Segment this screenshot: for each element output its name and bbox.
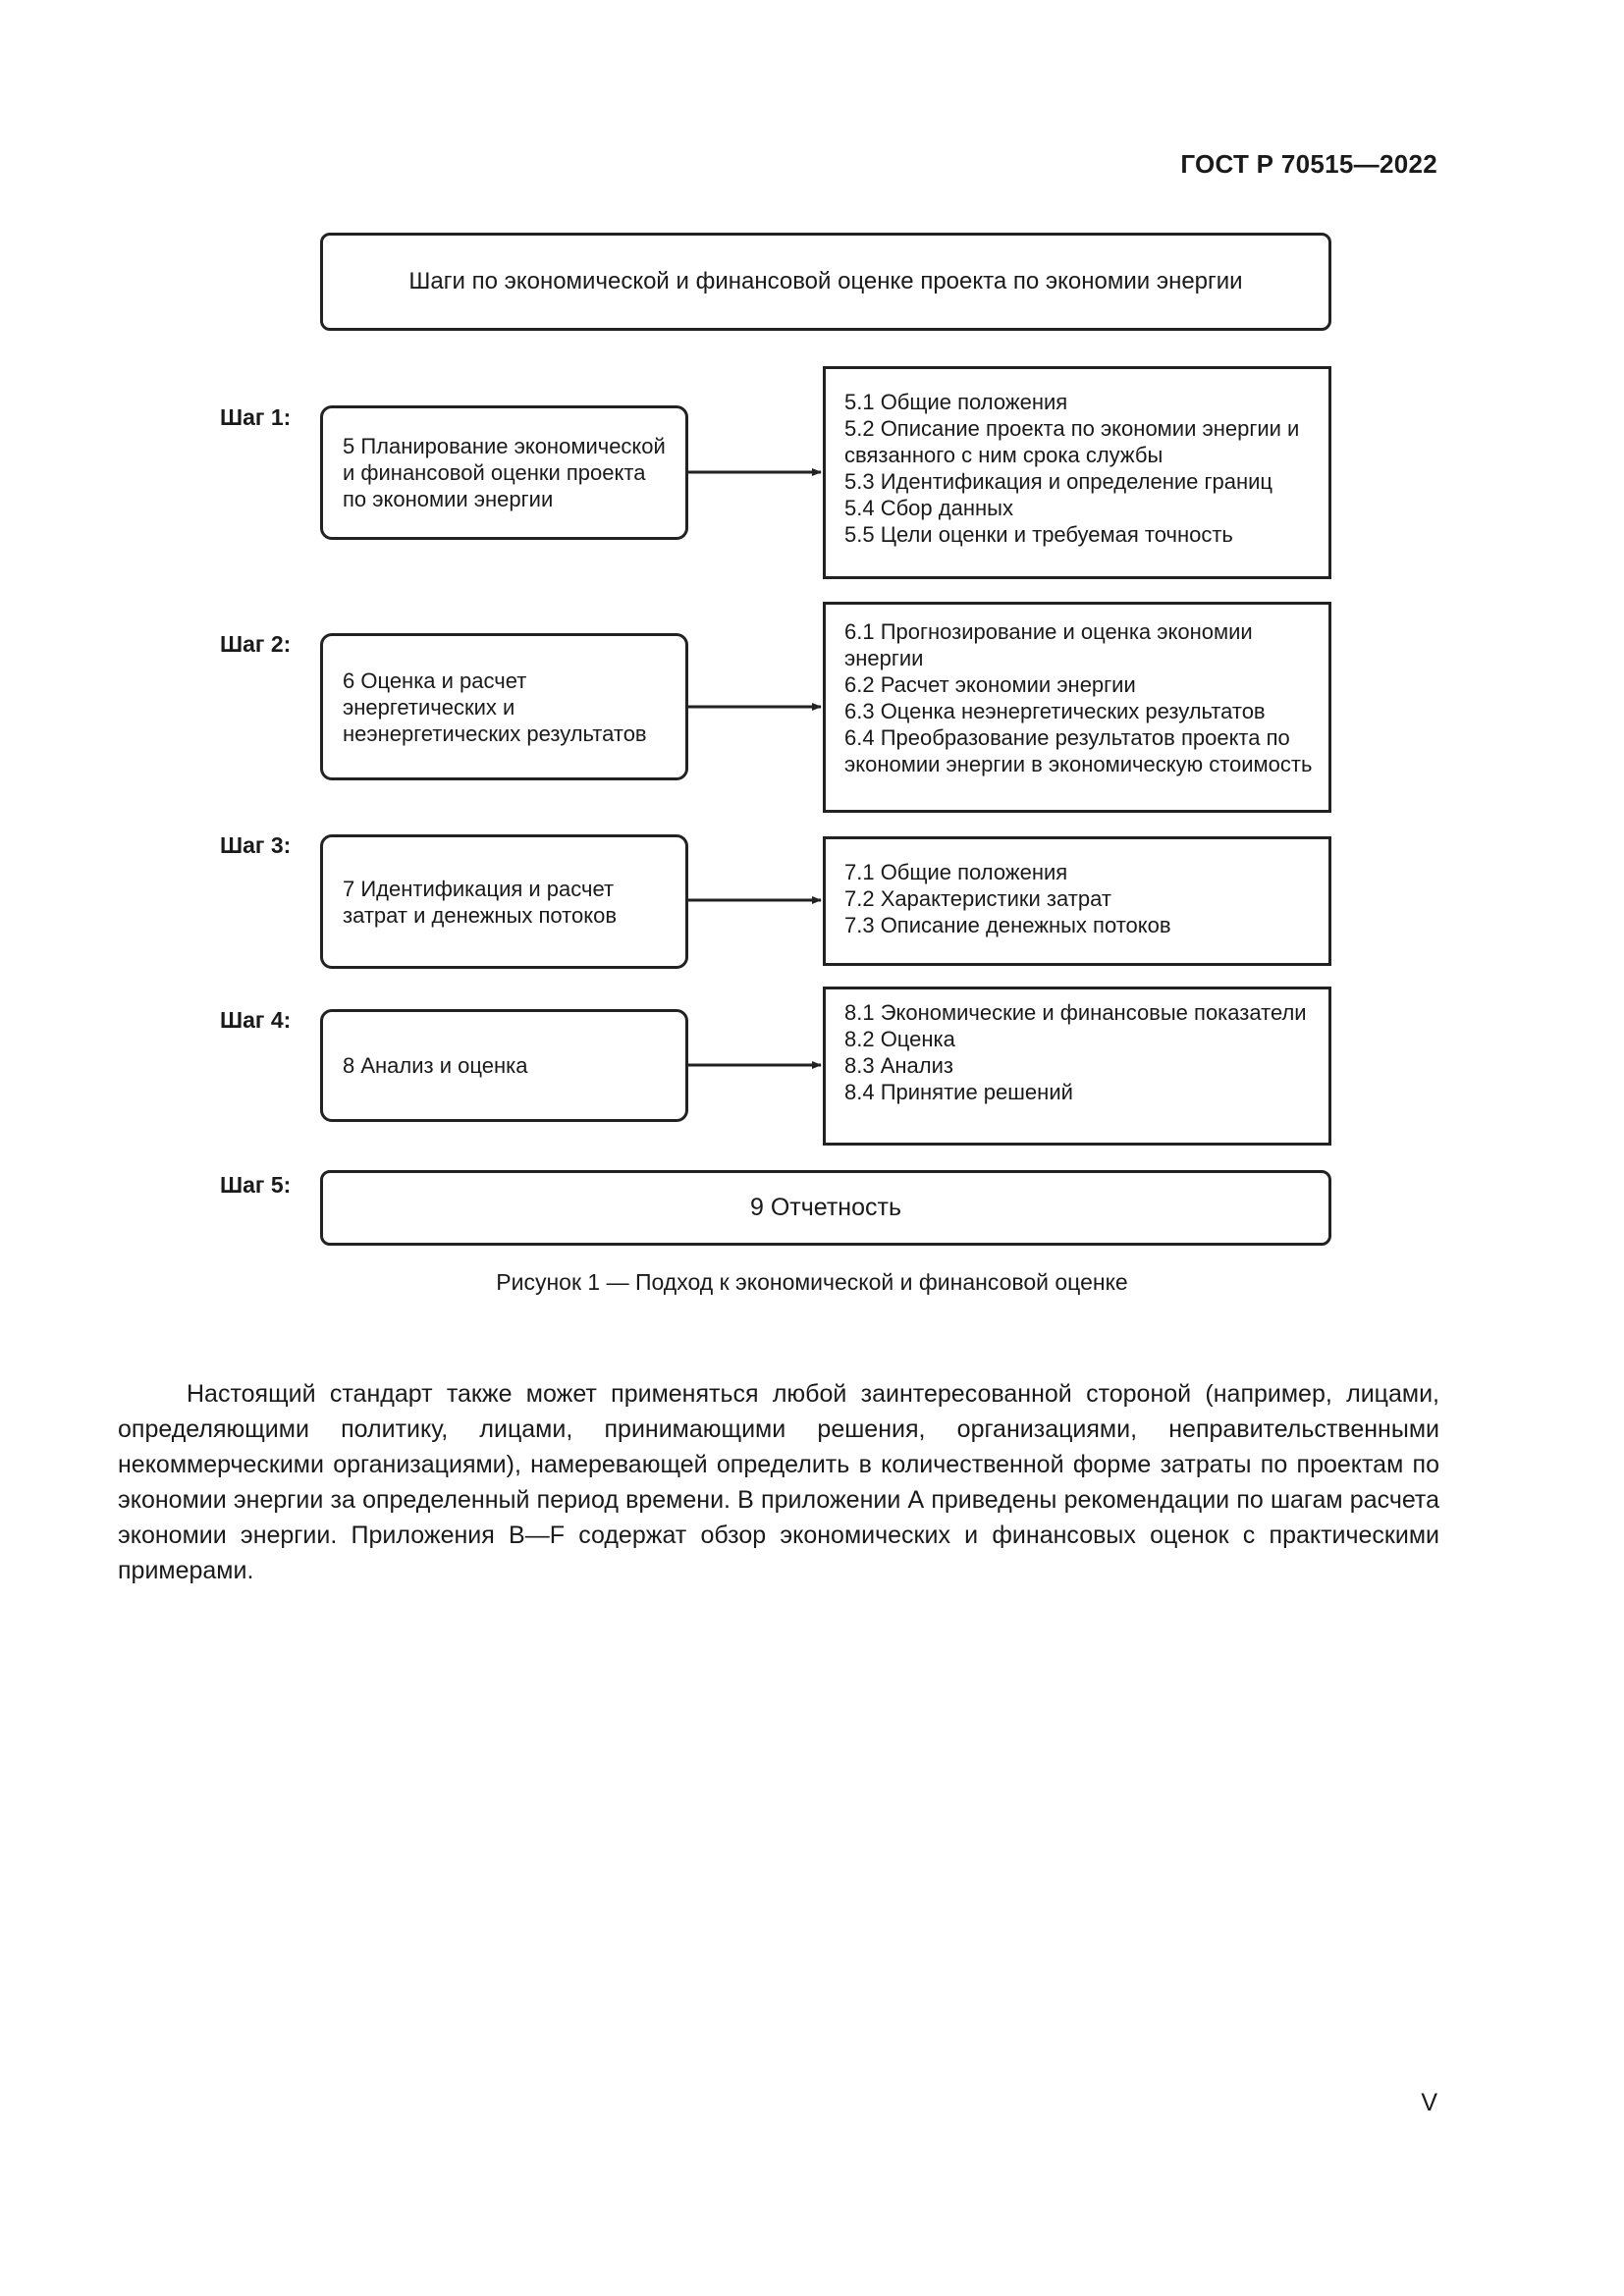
subsection-item: 6.1 Прогнозирование и оценка экономии энергии — [844, 619, 1253, 670]
subsection-item: 6.4 Преобразование результатов проекта по экономии энергии в экономическую стоимость — [844, 725, 1313, 776]
subsection-item: 7.3 Описание денежных потоков — [844, 913, 1171, 937]
page-number: V — [1421, 2089, 1437, 2116]
step-1-label: Шаг 1: — [220, 404, 292, 430]
subsection-item: 5.4 Сбор данных — [844, 496, 1013, 520]
body-paragraph: Настоящий стандарт также может применяться любой заинтересованной стороной (например, лицами, определяющими политику, лицами, принимающими решения, организациями, неправительственными некоммерческими организациями), намеревающей определить в количественной форме затраты по проектам по экономии энергии за определенный период времени. В приложении А приведены рекомендации по шагам расчета экономии энергии. Приложения В—F содержат обзор экономических и финансовых оценок с практическими примерами. — [118, 1380, 1439, 1584]
step-2-section-box: 6 Оценка и расчет энергетических и неэнергетических результатов — [320, 633, 688, 780]
subsection-item: 5.3 Идентификация и определение границ — [844, 469, 1273, 494]
step-3-label: Шаг 3: — [220, 832, 292, 858]
subsection-item: 8.2 Оценка — [844, 1027, 955, 1051]
subsection-item: 5.5 Цели оценки и требуемая точность — [844, 522, 1233, 547]
document-code: ГОСТ Р 70515—2022 — [1180, 149, 1437, 179]
subsection-item: 8.4 Принятие решений — [844, 1080, 1073, 1104]
subsection-item: 5.2 Описание проекта по экономии энергии и связанного с ним срока службы — [844, 416, 1300, 467]
step-4-section-box: 8 Анализ и оценка — [320, 1009, 688, 1122]
step-4-label: Шаг 4: — [220, 1007, 292, 1033]
step-3-section-box: 7 Идентификация и расчет затрат и денежных потоков — [320, 834, 688, 969]
step-3-subsections-box — [823, 836, 1331, 966]
step-1-section-box: 5 Планирование экономической и финансовой оценки проекта по экономии энергии — [320, 405, 688, 540]
step-4-subsections-box — [823, 987, 1331, 1146]
subsection-item: 8.1 Экономические и финансовые показатели — [844, 1000, 1307, 1025]
subsection-item: 6.3 Оценка неэнергетических результатов — [844, 699, 1266, 723]
step-1-subsections-box — [823, 366, 1331, 579]
subsection-item: 5.1 Общие положения — [844, 390, 1068, 414]
step-5-label: Шаг 5: — [220, 1172, 292, 1198]
diagram-title: Шаги по экономической и финансовой оценке проекта по экономии энергии — [320, 233, 1331, 331]
subsection-item: 6.2 Расчет экономии энергии — [844, 672, 1136, 697]
subsection-item: 8.3 Анализ — [844, 1053, 953, 1078]
step-2-label: Шаг 2: — [220, 631, 292, 657]
step-5-reporting-box: 9 Отчетность — [320, 1170, 1331, 1246]
subsection-item: 7.1 Общие положения — [844, 860, 1068, 884]
step-2-subsections-box — [823, 602, 1331, 813]
figure-caption: Рисунок 1 — Подход к экономической и финансовой оценке — [496, 1269, 1128, 1295]
subsection-item: 7.2 Характеристики затрат — [844, 886, 1111, 911]
